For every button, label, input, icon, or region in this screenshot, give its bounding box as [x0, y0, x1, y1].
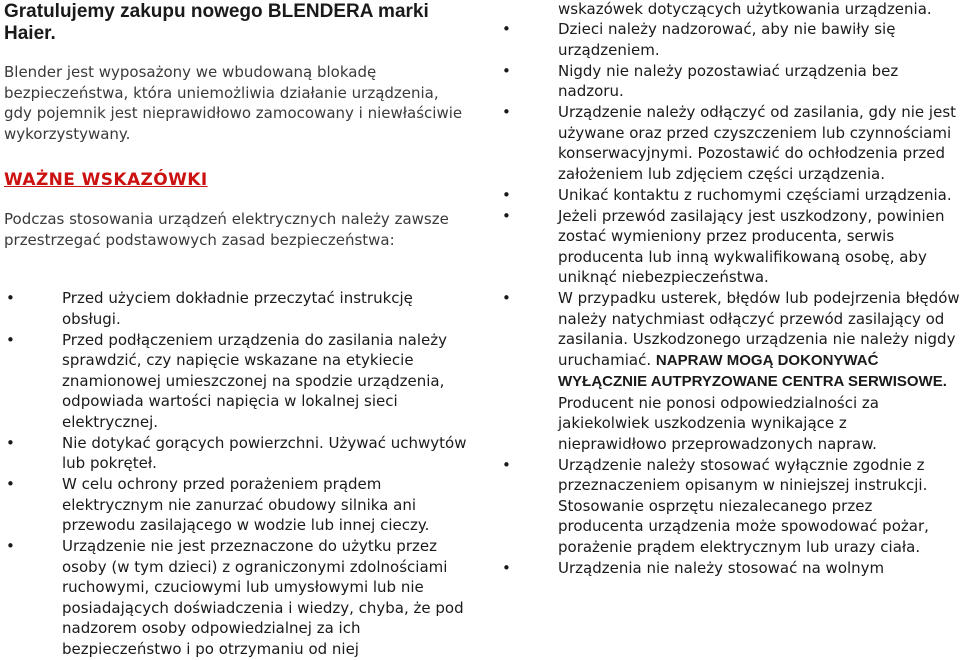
repair-text-part1: W przypadku usterek, błędów lub podejrzenia błędów należy natychmiast odłączyć przewód zasilający od zasilania. Uszkodzonego urządzenia nie należy nigdy uruchamiać. [558, 289, 960, 369]
list-item-text: Przed podłączeniem urządzenia do zasilania należy sprawdzić, czy napięcie wskazane na etykiecie znamionowej umieszczonej na spodzie urządzenia, odpowiada wartości napięcia w lokalnej sieci elektrycznej. [62, 330, 447, 431]
list-item [4, 288, 474, 329]
bullet-icon: • [6, 433, 15, 452]
document-title-line1: Gratulujemy zakupu nowego BLENDERA marki [4, 1, 429, 22]
safety-list-left [4, 288, 474, 660]
list-item-text: Urządzenia nie należy stosować na wolnym [558, 558, 885, 577]
bullet-icon: • [6, 537, 15, 555]
left-column [4, 0, 474, 658]
bullet-icon: • [502, 20, 511, 38]
list-item [496, 61, 960, 102]
bullet-icon: • [502, 289, 511, 307]
list-item [4, 474, 474, 536]
list-item-text: Przed użyciem dokładnie przeczytać instrukcję obsługi. [62, 289, 413, 328]
bullet-icon: • [6, 475, 15, 493]
list-item [496, 19, 960, 60]
bullet-icon: • [502, 206, 511, 225]
safety-list-right [496, 19, 960, 579]
bullet-icon: • [502, 185, 511, 204]
repair-text-part2: Producent nie ponosi odpowiedzialności za jakiekolwiek uszkodzenia wynikające z nieprawidłowo przeprowadzonych napraw. [558, 393, 879, 453]
list-item [496, 206, 960, 288]
list-item-text: Unikać kontaktu z ruchomymi częściami urządzenia. [558, 185, 952, 204]
list-item [4, 433, 474, 474]
list-item [496, 558, 960, 579]
document-title-line2: Haier. [4, 23, 56, 44]
bullet-icon: • [502, 455, 511, 474]
section-heading: WAŻNE WSKAZÓWKI [4, 170, 208, 190]
repair-warning-bold: NAPRAW MOGĄ DOKONYWAĆ WYŁĄCZNIE AUTPRYZOWANE CENTRA SERWISOWE. [558, 351, 947, 390]
accessories-note: Stosowanie osprzętu niezalecanego przez producenta urządzenia może spowodować pożar, porażenie prądem elektrycznym lub urazy ciała. [558, 496, 929, 556]
list-item [496, 288, 960, 454]
bullet-icon: • [6, 330, 15, 349]
safety-intro-paragraph: Podczas stosowania urządzeń elektrycznych należy zawsze przestrzegać podstawowych zasad bezpieczeństwa: [4, 210, 449, 249]
list-item [4, 330, 474, 433]
list-item-text: Nigdy nie należy pozostawiać urządzenia bez nadzoru. [558, 61, 899, 100]
list-item-text: Urządzenie nie jest przeznaczone do użytku przez osoby (w tym dzieci) z ograniczonymi zdolnościami ruchowymi, czuciowymi lub umysłowymi lub nie posiadających doświadczenia i wiedzy, chyba, że pod nadzorem osoby odpowiedzialnej za ich bezpieczeństwo i po otrzymaniu od niej [62, 537, 464, 658]
bullet-icon: • [502, 103, 511, 121]
list-item [496, 102, 960, 184]
list-item-text: Urządzenie należy odłączyć od zasilania, gdy nie jest używane oraz przed czyszczeniem lub czynnościami konserwacyjnymi. Pozostawić do ochłodzenia przed założeniem lub zdjęciem części urządzenia. [558, 103, 957, 183]
bullet-icon: • [6, 289, 15, 307]
list-item [496, 185, 960, 206]
document-title [4, 1, 474, 45]
list-item [4, 536, 474, 659]
list-item-text: W celu ochrony przed porażeniem prądem elektrycznym nie zanurzać obudowy silnika ani przewodu zasilającego w wodzie lub innej cieczy. [62, 475, 430, 534]
list-item-text: Dzieci należy nadzorować, aby nie bawiły się urządzeniem. [558, 20, 896, 59]
list-item-text: Jeżeli przewód zasilający jest uszkodzony, powinien zostać wymieniony przez producenta, serwis producenta lub inną wykwalifikowaną osobę, aby uniknąć niebezpieczeństwa. [558, 206, 945, 286]
bullet-icon: • [502, 61, 511, 80]
list-item [496, 455, 960, 558]
bullet-icon: • [502, 558, 511, 577]
continuation-text: wskazówek dotyczących użytkowania urządzenia. [558, 0, 932, 18]
intro-paragraph: Blender jest wyposażony we wbudowaną blokadę bezpieczeństwa, która uniemożliwia działanie urządzenia, gdy pojemnik jest nieprawidłowo zamocowany i niewłaściwie wykorzystywany. [4, 63, 463, 143]
list-item-text: Nie dotykać gorących powierzchni. Używać uchwytów lub pokręteł. [62, 433, 467, 472]
list-item-text: Urządzenie należy stosować wyłącznie zgodnie z przeznaczeniem opisanym w niniejszej instrukcji. [558, 455, 928, 494]
